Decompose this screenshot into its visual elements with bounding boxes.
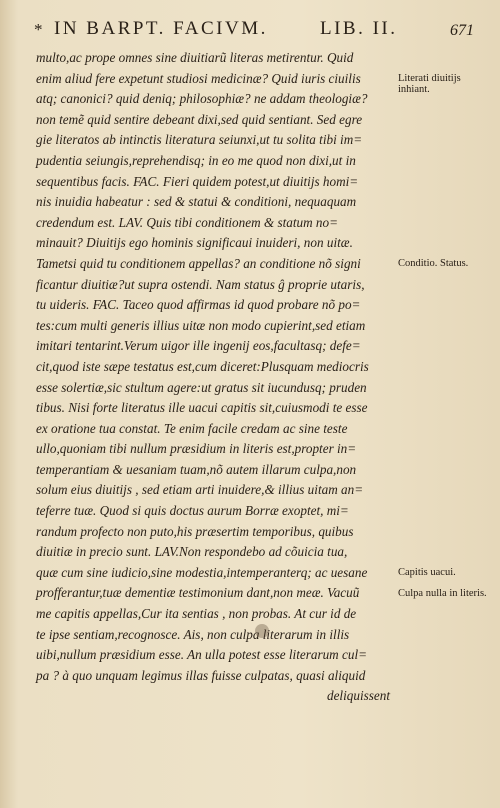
text-line: enim aliud fere expetunt studiosi medicinæ? Quid iuris ciuilis xyxy=(36,70,361,86)
text-line: minauit? Diuitijs ego hominis significaui inuideri, non uitæ. xyxy=(36,235,353,251)
text-line: gie literatos ab intinctis literatura seiunxi,ut tu solita tibi im= xyxy=(36,132,363,148)
text-line: tu uideris. FAC. Taceo quod affirmas id quod probare nõ po= xyxy=(36,297,361,313)
body-text xyxy=(36,48,396,707)
text-line: quæ cum sine iudicio,sine modestia,intemperanterq; ac uesane xyxy=(36,564,368,580)
text-line: profferantur,tuæ dementiæ testimonium dant,non meæ. Vacuũ xyxy=(36,585,360,601)
text-line: temperantiam & uesaniam tuam,nõ autem illarum culpa,non xyxy=(36,461,357,477)
text-line: randum profecto non puto,his præsertim temporibus, quibus xyxy=(36,523,354,539)
text-line: Tametsi quid tu conditionem appellas? an conditione nõ signi xyxy=(36,255,361,271)
text-line: diuitiæ in precio sunt. LAV.Non respondebo ad cõuicia tua, xyxy=(36,544,348,560)
text-line: solum eius diuitijs , sed etiam arti inuidere,& illius uitam an= xyxy=(36,482,364,498)
running-header xyxy=(34,18,474,46)
text-line: esse solertiæ,sic stultum agere:ut gratus sit iucundusq; pruden xyxy=(36,379,367,395)
text-line: pudentia seiungis,reprehendisq; in eo me quod non dixi,ut in xyxy=(36,152,356,168)
text-line: te ipse sentiam,recognosce. Ais, non culpa literarum in illis xyxy=(36,626,350,642)
text-line: nis inuidia habeatur : sed & statui & conditioni, nequaquam xyxy=(36,194,357,210)
ink-smudge xyxy=(255,624,269,638)
text-line: ullo,quoniam tibi nullum præsidium in literis est,propter in= xyxy=(36,441,357,457)
text-line: me capitis appellas,Cur ita sentias , non probas. At cur id de xyxy=(36,606,357,622)
book-number: LIB. II. xyxy=(320,18,398,39)
margin-note: Capitis uacui. xyxy=(398,567,456,578)
text-line: tes:cum multi generis illius uitæ non modo cupierint,sed etiam xyxy=(36,317,366,333)
text-line: ficantur diuitiæ?ut supra ostendi. Nam status ĝ proprie utaris, xyxy=(36,276,365,292)
page-number: 671 xyxy=(450,22,474,39)
text-line: atq; canonici? quid deniq; philosophiæ? ne addam theologiæ? xyxy=(36,91,368,107)
margin-note: Literati diuitijs inhiant. xyxy=(398,72,461,96)
margin-note: Conditio. Status. xyxy=(398,258,469,269)
text-line: tibus. Nisi forte literatus ille uacui capitis sit,cuiusmodi te esse xyxy=(36,400,368,416)
text-line: imitari tentarint.Verum uigor ille ingenij eos,facultasq; defe= xyxy=(36,338,361,354)
margin-note: Culpa nulla in literis. xyxy=(398,587,487,599)
text-line: pa ? à quo unquam legimus illas fuisse culpatas, quasi aliquid xyxy=(36,667,366,683)
text-line: uibi,nullum præsidium esse. An ulla potest esse literarum cul= xyxy=(36,647,368,663)
text-line: cit,quod iste sæpe testatus est,cum diceret:Plusquam mediocris xyxy=(36,358,369,374)
running-title: IN BARPT. FACIVM. xyxy=(54,18,268,39)
text-line: credendum est. LAV. Quis tibi conditionem & statum no= xyxy=(36,214,339,230)
text-line: teferre tuæ. Quod si quis doctus aurum Borræ exoptet, mi= xyxy=(36,503,349,519)
header-ornament: * xyxy=(34,20,45,39)
text-line: multo,ac prope omnes sine diuitiarũ literas metirentur. Quid xyxy=(36,50,354,65)
text-line: sequentibus facis. FAC. Fieri quidem potest,ut diuitijs homi= xyxy=(36,173,359,189)
text-line: deliquissent xyxy=(326,688,390,704)
text-line: ex oratione tua constat. Te enim facile credam ac sine teste xyxy=(36,420,348,436)
text-line: non temẽ quid sentire debeant dixi,sed quid sentiant. Sed egre xyxy=(36,111,363,127)
